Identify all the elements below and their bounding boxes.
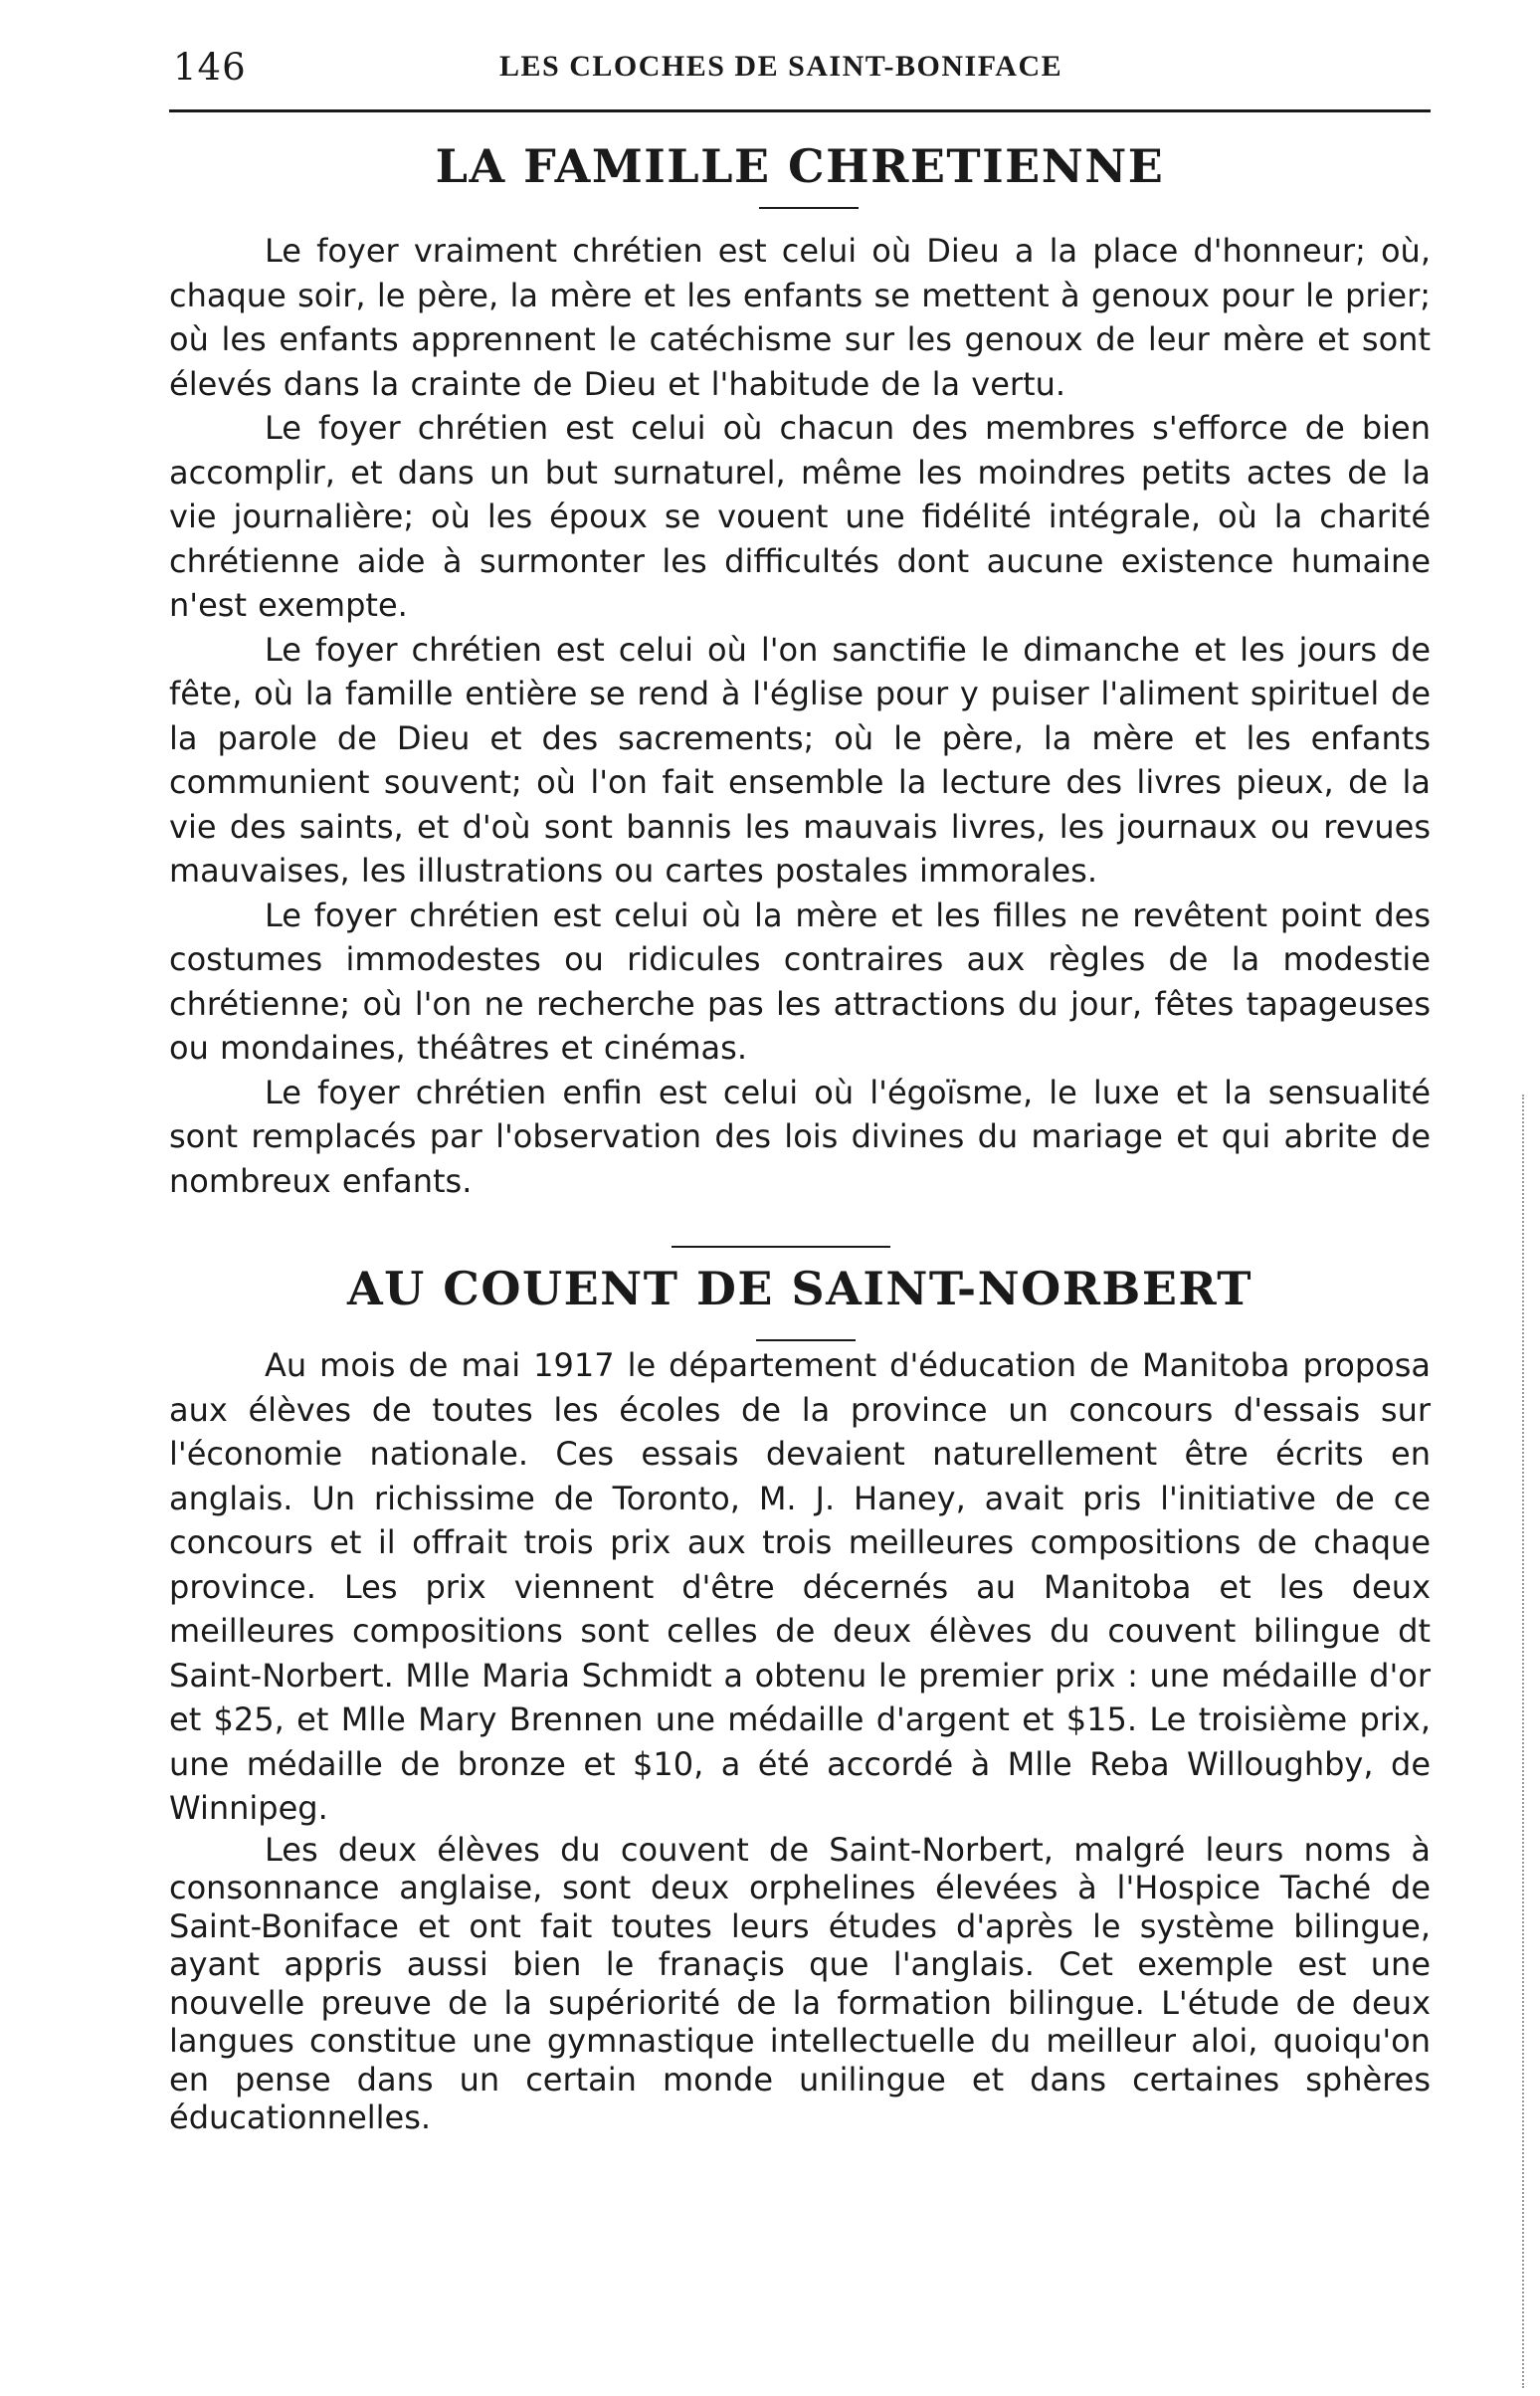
paragraph: Le foyer chrétien enfin est celui où l'égoïsme, le luxe et la sensualité sont remplacés par l'observation des lois divines du mariage et qui abrite de nombreux enfants. xyxy=(169,1073,1431,1200)
header-rule xyxy=(169,109,1431,112)
page xyxy=(169,40,1438,2136)
paragraph: Le foyer chrétien est celui où la mère et les filles ne revêtent point des costumes immodestes ou ridicules contraires aux règles de la modestie chrétienne; où l'on ne recherche pas les attractions du jour, fêtes tapageuses ou mondaines, théâtres et cinémas. xyxy=(169,896,1431,1067)
running-title: LES CLOCHES DE SAINT-BONIFACE xyxy=(499,50,1063,83)
title-underline xyxy=(759,207,859,209)
running-head xyxy=(169,40,1438,100)
section-separator-rule xyxy=(672,1246,890,1248)
article-title-famille-chretienne: LA FAMILLE CHRETIENNE xyxy=(435,139,1165,193)
article-saint-norbert xyxy=(169,1343,1431,2137)
article-famille-chretienne xyxy=(169,229,1431,1203)
article-title-saint-norbert: AU COUENT DE SAINT-NORBERT xyxy=(346,1262,1253,1315)
page-number: 146 xyxy=(173,46,247,89)
paragraph: Le foyer chrétien est celui où l'on sanctifie le dimanche et les jours de fête, où la famille entière se rend à l'église pour y puiser l'aliment spirituel de la parole de Dieu et des sacrements; où le père, la mère et les enfants communient souvent; où l'on fait ensemble la lecture des livres pieux, de la vie des saints, et d'où sont bannis les mauvais livres, les journaux ou revues mauvaises, les illustrations ou cartes postales immorales. xyxy=(169,630,1431,890)
title-underline xyxy=(756,1339,856,1341)
scan-edge-marks xyxy=(1522,1095,1528,2388)
paragraph: Le foyer vraiment chrétien est celui où Dieu a la place d'honneur; où, chaque soir, le père, la mère et les enfants se mettent à genoux pour le prier; où les enfants apprennent le catéchisme sur les genoux de leur mère et sont élevés dans la crainte de Dieu et l'habitude de la vertu. xyxy=(169,232,1431,403)
paragraph: Les deux élèves du couvent de Saint-Norbert, malgré leurs noms à consonnance anglaise, sont deux orphelines élevées à l'Hospice Taché de Saint-Boniface et ont fait toutes leurs études d'après le système bilingue, ayant appris aussi bien le franaçis que l'anglais. Cet exemple est une nouvelle preuve de la supériorité de la formation bilingue. L'étude de deux langues constitue une gymnastique intellectuelle du meilleur aloi, quoiqu'on en pense dans un certain monde unilingue et dans certaines sphères éducationnelles. xyxy=(169,1830,1431,2136)
paragraph: Au mois de mai 1917 le département d'éducation de Manitoba proposa aux élèves de toutes les écoles de la province un concours d'essais sur l'économie nationale. Ces essais devaient naturellement être écrits en anglais. Un richissime de Toronto, M. J. Haney, avait pris l'initiative de ce concours et il offrait trois prix aux trois meilleures compositions de chaque province. Les prix viennent d'être décernés au Manitoba et les deux meilleures compositions sont celles de deux élèves du couvent bilingue dt Saint-Norbert. Mlle Maria Schmidt a obtenu le premier prix : une médaille d'or et $25, et Mlle Mary Brennen une médaille d'argent et $15. Le troisième prix, une médaille de bronze et $10, a été accordé à Mlle Reba Willoughby, de Winnipeg. xyxy=(169,1346,1431,1827)
paragraph: Le foyer chrétien est celui où chacun des membres s'efforce de bien accomplir, et dans un but surnaturel, même les moindres petits actes de la vie journalière; où les époux se vouent une fidélité intégrale, où la charité chrétienne aide à surmonter les difficultés dont aucune existence humaine n'est exempte. xyxy=(169,409,1431,624)
